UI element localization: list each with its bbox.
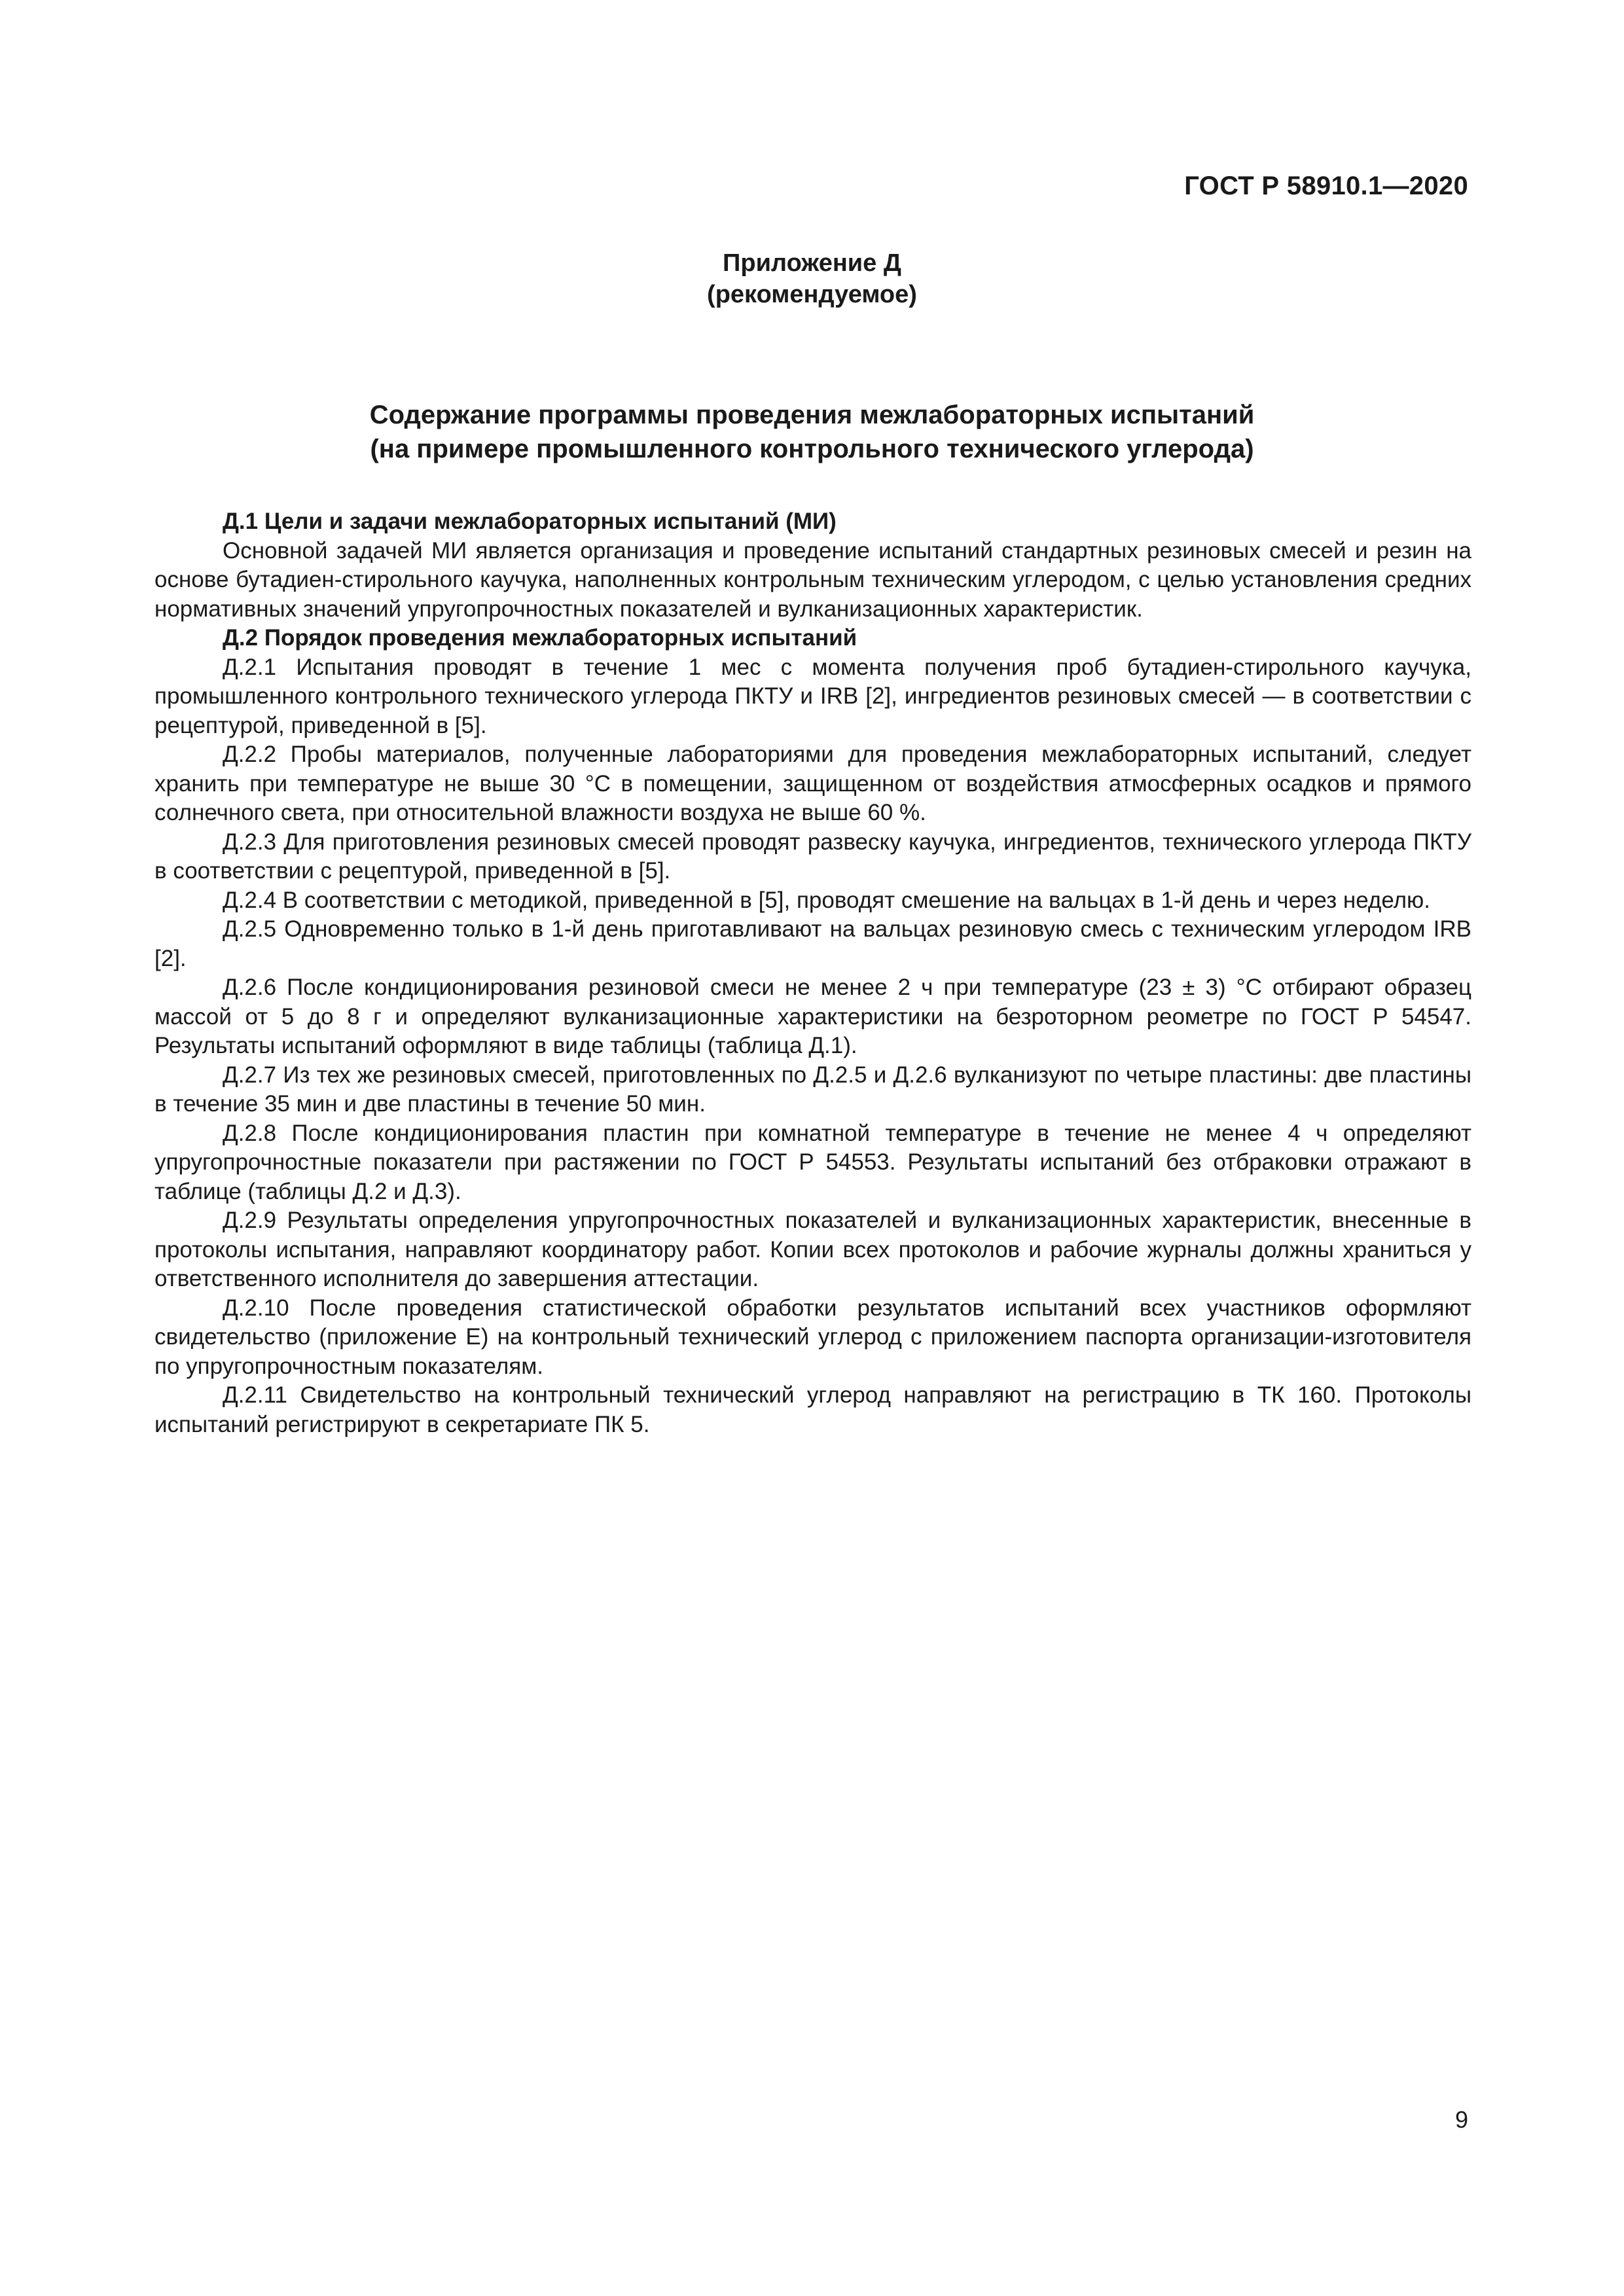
paragraph-d2-7: Д.2.7 Из тех же резиновых смесей, приготовленных по Д.2.5 и Д.2.6 вулканизуют по четыре пластины: две пластины в течение 35 мин и две пластины в течение 50 мин. (154, 1062, 1471, 1117)
paragraph-d2-1: Д.2.1 Испытания проводят в течение 1 мес с момента получения проб бутадиен-стирольного каучука, промышленного контрольного технического углерода ПКТУ и IRB [2], ингредиентов резиновых смесей — в соответствии с рецептурой, приведенной в [5]. (154, 654, 1471, 738)
paragraph-d2-4: Д.2.4 В соответствии с методикой, приведенной в [5], проводят смешение на вальцах в 1-й день и через неделю. (223, 887, 1431, 913)
document-body (154, 507, 1471, 1439)
appendix-label: Приложение Д (723, 249, 901, 277)
paragraph-d2-10: Д.2.10 После проведения статистической обработки результатов испытаний всех участников оформляют свидетельство (приложение Е) на контрольный технический углерод с приложением паспорта организации-изготовителя по упругопрочностным показателям. (154, 1295, 1471, 1379)
appendix-heading (0, 247, 1624, 310)
page-number: 9 (1454, 2106, 1468, 2133)
paragraph-d2-3: Д.2.3 Для приготовления резиновых смесей проводят развеску каучука, ингредиентов, технического углерода ПКТУ в соответствии с рецептурой, приведенной в [5]. (154, 829, 1471, 884)
document-title-line-1: Содержание программы проведения межлабораторных испытаний (369, 401, 1255, 429)
appendix-status: (рекомендуемое) (707, 281, 917, 308)
document-code: ГОСТ Р 58910.1—2020 (1184, 171, 1468, 200)
document-title (0, 398, 1624, 466)
section-heading-d2: Д.2 Порядок проведения межлабораторных испытаний (223, 625, 857, 651)
paragraph-d1: Основной задачей МИ является организация и проведение испытаний стандартных резиновых смесей и резин на основе бутадиен-стирольного каучука, наполненных контрольным техническим углеродом, с целью установления средних нормативных значений упругопрочностных показателей и вулканизационных характеристик. (154, 537, 1471, 622)
document-title-line-2: (на примере промышленного контрольного технического углерода) (370, 435, 1254, 463)
paragraph-d2-11: Д.2.11 Свидетельство на контрольный технический углерод направляют на регистрацию в ТК 160. Протоколы испытаний регистрируют в секретариате ПК 5. (154, 1382, 1471, 1437)
section-heading-d1: Д.1 Цели и задачи межлабораторных испытаний (МИ) (223, 509, 837, 534)
paragraph-d2-5: Д.2.5 Одновременно только в 1-й день приготавливают на вальцах резиновую смесь с техническим углеродом IRB [2]. (154, 916, 1471, 971)
paragraph-d2-8: Д.2.8 После кондиционирования пластин при комнатной температуре в течение не менее 4 ч определяют упругопрочностные показатели при растяжении по ГОСТ Р 54553. Результаты испытаний без отбраковки отражают в таблице (таблицы Д.2 и Д.3). (154, 1120, 1471, 1204)
paragraph-d2-6: Д.2.6 После кондиционирования резиновой смеси не менее 2 ч при температуре (23 ± 3) °С отбирают образец массой от 5 до 8 г и определяют вулканизационные характеристики на безроторном реометре по ГОСТ Р 54547. Результаты испытаний оформляют в виде таблицы (таблица Д.1). (154, 975, 1471, 1058)
paragraph-d2-9: Д.2.9 Результаты определения упругопрочностных показателей и вулканизационных характеристик, внесенные в протоколы испытания, направляют координатору работ. Копии всех протоколов и рабочие журналы должны храниться у ответственного исполнителя до завершения аттестации. (154, 1208, 1471, 1291)
paragraph-d2-2: Д.2.2 Пробы материалов, полученные лабораториями для проведения межлабораторных испытаний, следует хранить при температуре не выше 30 °С в помещении, защищенном от воздействия атмосферных осадков и прямого солнечного света, при относительной влажности воздуха не выше 60 %. (154, 742, 1471, 825)
